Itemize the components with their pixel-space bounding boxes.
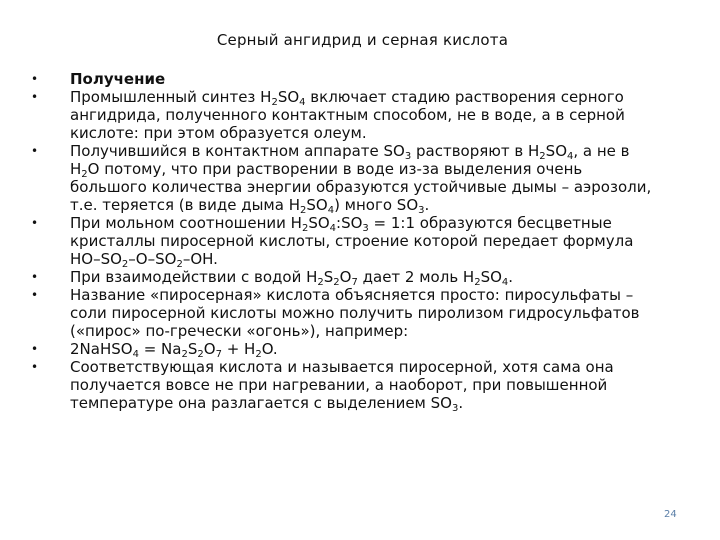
bullet-item-molar-ratio <box>0 214 658 268</box>
bullet-item-name-origin <box>0 286 658 340</box>
bullet-item-equation <box>0 340 658 358</box>
subscript: 4 <box>132 349 139 360</box>
bullet-text: При мольном соотношении $H_2SO_4:SO_3$ = 1:1 образуются бесцветные кристаллы пиросерной кислоты, строение которой передает формула $HO-SO_2-O-SO_2-OH$. <box>70 214 634 270</box>
bullet-text: Название «пиросерная» кислота объясняется просто: пиросульфаты – соли пиросерной кислоты можно получить пиролизом гидросульфатов («пирос» по-гречески «огонь»), например: <box>70 286 640 340</box>
bullet-icon: • <box>31 90 39 104</box>
bullet-icon: • <box>31 72 39 86</box>
subscript: 4 <box>567 151 574 162</box>
subscript: 2 <box>255 349 262 360</box>
subscript: 2 <box>299 205 307 216</box>
bullet-item-conclusion <box>0 358 658 412</box>
subscript: 7 <box>351 277 358 288</box>
bullet-text: При взаимодействии с водой $H_2S_2O_7$ дает 2 моль $H_2SO_4$. <box>70 268 514 288</box>
subscript: 2 <box>197 349 204 360</box>
bullet-text: Промышленный синтез $H_2SO_4$ включает стадию растворения серного ангидрида, полученного контактным способом, не в воде, а в серной кислоте: при этом образуется олеум. <box>70 88 625 142</box>
bullet-text: Соответствующая кислота и называется пиросерной, хотя сама она получается вовсе не при нагревании, а наоборот, при повышенной температуре она разлагается с выделением $SO_3$. <box>70 358 614 414</box>
bullet-text: Получившийся в контактном аппарате $SO_3$ растворяют в $H_2SO_4$, а не в $H_2O$ потому, что при растворении в воде из-за выделения очень большого количества энергии образуются устойчивые дымы – аэрозоли, т.е. теряется (в виде дыма $H_2SO_4$) много $SO_3$. <box>70 142 652 216</box>
subscript: 2 <box>333 277 340 288</box>
bullet-icon: • <box>31 342 39 356</box>
bullet-icon: • <box>31 144 39 158</box>
bullet-item-contact-apparatus <box>0 142 658 214</box>
subscript: 7 <box>215 349 222 360</box>
subscript: 3 <box>418 205 425 216</box>
subscript: 2 <box>181 349 188 360</box>
bullet-text: Получение <box>70 70 166 88</box>
subscript: 2 <box>301 223 309 234</box>
page-number: 24 <box>664 509 677 520</box>
subscript: 2 <box>474 277 481 288</box>
bullet-icon: • <box>31 288 39 302</box>
bullet-text: 2NaHSO$_4$ = $Na_2S_2O_7 + H_2O$. <box>70 340 278 360</box>
subscript: 4 <box>327 205 335 216</box>
subscript: 3 <box>404 151 412 162</box>
subscript: 2 <box>121 259 129 270</box>
subscript: 2 <box>271 97 278 108</box>
subscript: 2 <box>81 169 88 180</box>
subscript: 2 <box>539 151 546 162</box>
subscript: 4 <box>501 277 509 288</box>
subscript: 2 <box>317 277 324 288</box>
bullet-item-industrial-synthesis <box>0 88 658 142</box>
bullet-icon: • <box>31 360 39 374</box>
subscript: 2 <box>176 259 183 270</box>
slide-title: Серный ангидрид и серная кислота <box>216 31 509 49</box>
subscript: 4 <box>329 223 337 234</box>
bullet-icon: • <box>31 216 39 230</box>
bullet-icon: • <box>31 270 39 284</box>
subscript: 3 <box>362 223 369 234</box>
bullet-item-water-reaction <box>0 268 658 286</box>
subscript: 4 <box>299 97 306 108</box>
bullet-list <box>0 70 720 412</box>
bullet-item-heading <box>0 70 658 88</box>
subscript: 3 <box>451 403 459 414</box>
